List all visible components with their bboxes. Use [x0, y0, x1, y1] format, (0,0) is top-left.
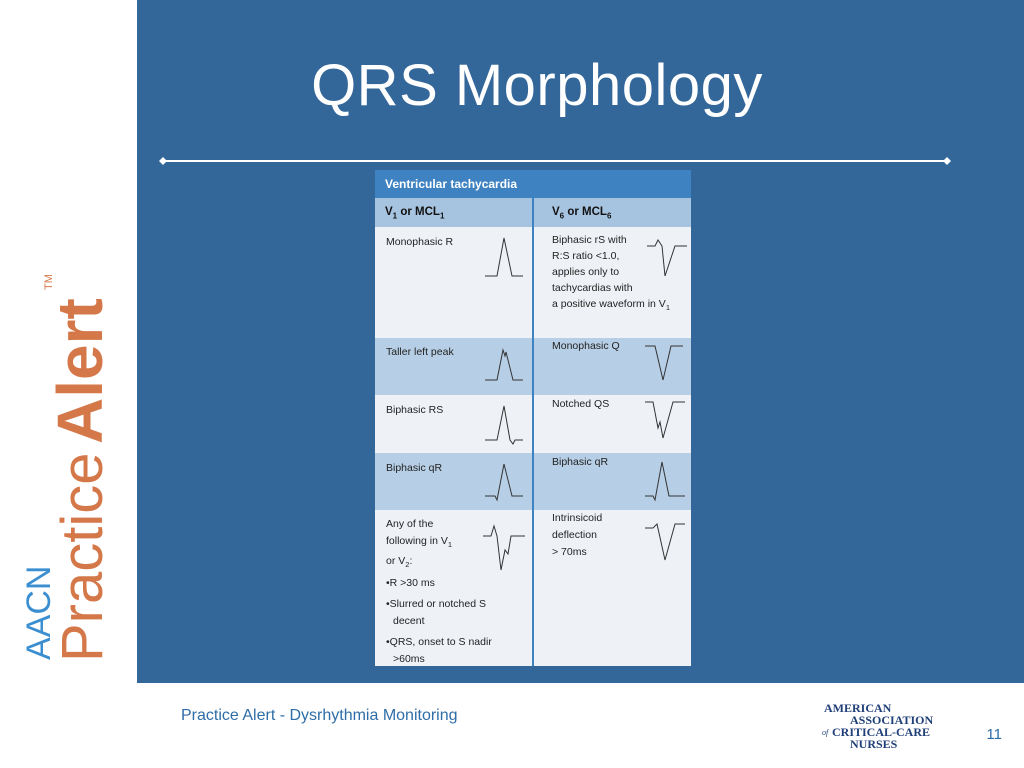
row1-right-label: Biphasic rS with R:S ratio <1.0, applies only to tachycardias with a positive waveform in $V_1$: [552, 234, 670, 313]
logo-aacn-text: AACN: [20, 565, 58, 660]
org-logo-line3: CRITICAL-CARE: [832, 725, 931, 739]
row5-right-label: Intrinsicoid deflection > 70ms: [552, 512, 603, 558]
monophasic-q-waveform: [643, 342, 685, 386]
taller-left-peak-waveform: [483, 340, 525, 384]
column-header-v6: $V_6$ or $MCL_6$: [534, 198, 691, 227]
biphasic-qr-v1-waveform: [483, 458, 525, 504]
row1-left-label: Monophasic R: [386, 236, 454, 248]
slide-title: QRS Morphology: [311, 53, 763, 118]
footer-title: Practice Alert - Dysrhythmia Monitoring: [181, 707, 458, 724]
column-header-v1: $V_1$ or $MCL_1$: [375, 198, 532, 227]
row4-left-label: Biphasic qR: [386, 462, 443, 474]
aacn-practice-alert-logo: [18, 270, 128, 670]
logo-trademark: TM: [43, 274, 55, 290]
biphasic-rs-waveform: [483, 400, 525, 446]
logo-practice-text: Practice: [50, 452, 115, 662]
page-number: 11: [986, 726, 1002, 743]
notched-qs-waveform: [643, 398, 687, 444]
row2-left-label: Taller left peak: [386, 346, 454, 358]
org-logo-of: of: [822, 728, 829, 737]
row3-left-label: Biphasic RS: [386, 404, 444, 416]
table-heading: Ventricular tachycardia: [375, 170, 691, 198]
org-logo-line2: ASSOCIATION: [850, 713, 934, 727]
main-panel: [137, 0, 1024, 683]
biphasic-qr-v6-waveform: [643, 458, 687, 504]
logo-alert-text: Alert: [44, 298, 116, 444]
title-divider: [159, 155, 951, 167]
row3-right-label: Notched QS: [552, 398, 610, 410]
v1-criteria-waveform: [481, 522, 527, 574]
aacn-organization-logo: [820, 700, 950, 752]
org-logo-line1: AMERICAN: [824, 701, 892, 715]
row4-right-label: Biphasic qR: [552, 456, 609, 468]
intrinsicoid-deflection-waveform: [643, 520, 687, 564]
monophasic-r-waveform: [483, 228, 525, 280]
morphology-table: [375, 170, 691, 666]
biphasic-rs-v6-waveform: [645, 232, 689, 280]
column-divider: [532, 198, 534, 666]
row5-left-criteria: Any of the following in $V_1$ or $V_2$: •R >30 ms •Slurred or notched S decent •QRS, onset to S nadir >60ms: [386, 518, 492, 666]
org-logo-line4: NURSES: [850, 737, 898, 751]
left-band: [0, 0, 137, 768]
row2-right-label: Monophasic Q: [552, 340, 620, 352]
